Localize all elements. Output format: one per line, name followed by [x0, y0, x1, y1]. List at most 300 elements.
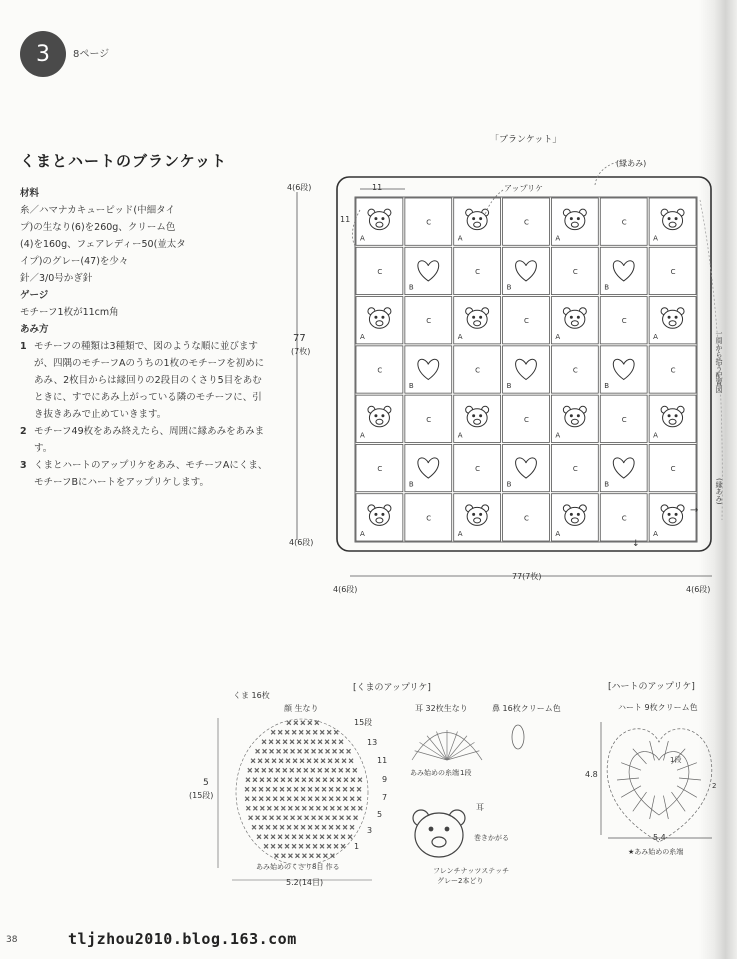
cross-stitch-mark: ×: [263, 842, 270, 851]
heart-count-label: ハート 9枚クリーム色: [618, 703, 698, 712]
cross-stitch-mark: ×: [305, 728, 312, 737]
height-sub-label: (7枚): [291, 347, 311, 356]
cross-stitch-mark: ×: [320, 757, 326, 765]
cross-stitch-mark: ×: [313, 757, 319, 765]
bear-height-sub-label: (15段): [189, 791, 214, 800]
cross-stitch-mark: ×: [267, 766, 274, 775]
cross-stitch-mark: ×: [326, 728, 333, 737]
cross-stitch-mark: ×: [300, 795, 307, 803]
cross-stitch-mark: ×: [293, 785, 299, 794]
motif-letter: A: [555, 530, 561, 538]
cross-stitch-mark: ×: [324, 747, 331, 756]
cross-stitch-mark: ×: [333, 833, 340, 841]
french-knot-color: グレー2本どり: [437, 877, 484, 885]
motif-letter: C: [670, 366, 676, 375]
cross-stitch-mark: ×: [289, 814, 296, 822]
bear-ear-label: 耳 32枚生なり: [415, 704, 468, 713]
cross-stitch-mark: ×: [343, 804, 350, 813]
cross-stitch-mark: ×: [261, 814, 268, 822]
materials-line: イプ)のグレー(47)を少々: [20, 256, 129, 267]
cross-stitch-mark: ×: [273, 852, 280, 860]
bear-row-label: 3: [367, 826, 373, 835]
motif-letter: B: [506, 382, 512, 391]
cross-stitch-mark: ×: [278, 757, 284, 765]
cross-stitch-mark: ×: [335, 795, 342, 803]
cross-stitch-mark: ×: [265, 823, 272, 832]
cross-stitch-mark: ×: [349, 795, 356, 803]
cross-stitch-mark: ×: [356, 785, 362, 794]
motif-letter: A: [653, 332, 658, 341]
motif-width-label: 11: [372, 183, 383, 192]
cross-stitch-mark: ×: [303, 747, 310, 756]
cross-stitch-mark: ×: [342, 795, 349, 803]
materials-line: (4)を160g、フェアレディー50(並太タ: [20, 239, 186, 250]
cross-stitch-mark: ×: [330, 766, 337, 775]
heart-start-note: ★あみ始めの糸端: [628, 848, 684, 856]
cross-stitch-mark: ×: [312, 728, 319, 737]
cross-stitch-mark: ×: [279, 776, 286, 784]
materials-heading: 材料: [20, 188, 40, 199]
cross-stitch-mark: ×: [279, 795, 286, 803]
cross-stitch-mark: ×: [349, 823, 356, 832]
bear-row-label: 1: [354, 842, 360, 851]
cross-stitch-mark: ×: [280, 804, 287, 813]
cross-stitch-mark: ×: [252, 804, 259, 813]
cross-stitch-mark: ×: [356, 776, 363, 784]
cross-stitch-mark: ×: [300, 785, 306, 794]
cross-stitch-mark: ×: [322, 852, 329, 860]
bear-face-chart: [218, 718, 372, 880]
motif-letter: C: [670, 267, 676, 276]
cross-stitch-mark: ×: [357, 804, 364, 813]
cross-stitch-mark: ×: [306, 757, 312, 765]
cross-stitch-mark: ×: [342, 785, 348, 794]
cross-stitch-mark: ×: [328, 776, 335, 784]
cross-stitch-mark: ×: [287, 852, 294, 860]
cross-stitch-mark: ×: [308, 804, 315, 813]
ear-stitch-line: [436, 731, 447, 760]
cross-stitch-mark: ×: [270, 728, 277, 737]
motif-letter: A: [457, 234, 463, 243]
motif-letter: C: [621, 218, 627, 227]
ear-stitch-line: [447, 736, 467, 760]
cross-stitch-mark: ×: [301, 852, 308, 860]
cross-stitch-mark: ×: [338, 814, 345, 822]
heart-stitch-line: [679, 778, 701, 780]
height-label: 77: [293, 333, 306, 344]
cross-stitch-mark: ×: [314, 785, 320, 794]
motif-letter: A: [555, 332, 561, 341]
cross-stitch-mark: ×: [282, 814, 289, 822]
cross-stitch-mark: ×: [282, 738, 288, 746]
cross-stitch-mark: ×: [328, 823, 335, 832]
cross-stitch-mark: ×: [303, 814, 310, 822]
heart-stitch-line: [663, 796, 668, 819]
pattern-title: くまとハートのブランケット: [20, 152, 227, 170]
cross-stitch-mark: ×: [334, 757, 340, 765]
cross-stitch-mark: ×: [317, 747, 324, 756]
start-arrow-down: ↓: [632, 539, 640, 549]
parts-nose-label: 巻きかがる: [474, 834, 509, 842]
heart-stitch-line: [677, 763, 697, 771]
cross-stitch-mark: ×: [344, 766, 351, 775]
bear-assembly-illustration: [413, 810, 465, 857]
blog-watermark: tljzhou2010.blog.163.com: [68, 930, 297, 948]
cross-stitch-mark: ×: [282, 747, 289, 756]
bottom-border-label: 4(6段): [289, 538, 314, 547]
cross-stitch-mark: ×: [274, 766, 281, 775]
cross-stitch-mark: ×: [313, 719, 320, 727]
page-reference: 8ページ: [73, 49, 110, 60]
cross-stitch-mark: ×: [324, 738, 330, 746]
cross-stitch-mark: ×: [284, 842, 291, 851]
cross-stitch-mark: ×: [307, 823, 314, 832]
cross-stitch-mark: ×: [296, 738, 302, 746]
cross-stitch-mark: ×: [279, 823, 286, 832]
heart-stitch-line: [650, 796, 655, 819]
cross-stitch-mark: ×: [285, 719, 292, 727]
cross-stitch-mark: ×: [273, 804, 280, 813]
heart-center-row: 1段: [670, 756, 682, 764]
motif-letter: C: [621, 317, 627, 326]
cross-stitch-mark: ×: [244, 795, 251, 803]
motif-letter: A: [360, 431, 365, 440]
gauge-heading: ゲージ: [20, 290, 49, 301]
cross-stitch-mark: ×: [263, 833, 270, 841]
cross-stitch-mark: ×: [305, 833, 312, 841]
cross-stitch-mark: ×: [349, 776, 356, 784]
cross-stitch-mark: ×: [329, 804, 336, 813]
cross-stitch-mark: ×: [310, 747, 317, 756]
motif-letter: B: [604, 283, 610, 292]
motif-letter: C: [377, 267, 383, 276]
bear-face-label: 顔 生なり: [284, 704, 319, 713]
motif-letter: A: [360, 530, 365, 538]
cross-stitch-mark: ×: [298, 833, 305, 841]
cross-stitch-mark: ×: [264, 757, 270, 765]
motif-grid: [356, 198, 699, 541]
ear-start-note: あみ始めの糸端: [410, 769, 459, 777]
cross-stitch-mark: ×: [316, 766, 323, 775]
cross-stitch-mark: ×: [338, 738, 344, 746]
motif-letter: A: [653, 530, 658, 538]
cross-stitch-mark: ×: [292, 757, 298, 765]
cross-stitch-mark: ×: [293, 823, 300, 832]
cross-stitch-mark: ×: [312, 842, 319, 851]
cross-stitch-mark: ×: [281, 766, 288, 775]
cross-stitch-mark: ×: [271, 757, 277, 765]
method-heading: あみ方: [20, 324, 49, 335]
heart-stitch-line: [663, 741, 668, 760]
motif-letter: B: [408, 480, 414, 489]
motif-letter: C: [475, 465, 481, 474]
heart-width-label: 5.4: [653, 833, 666, 842]
right-note-label: 一周から拾う配置図: [715, 330, 723, 393]
cross-stitch-mark: ×: [287, 804, 294, 813]
motif-letter: C: [621, 514, 627, 523]
cross-stitch-mark: ×: [291, 842, 298, 851]
french-knot-label: フレンチナッツステッチ: [433, 867, 510, 875]
motif-letter: C: [377, 366, 383, 375]
cross-stitch-mark: ×: [308, 852, 315, 860]
cross-stitch-mark: ×: [307, 785, 313, 794]
cross-stitch-mark: ×: [265, 785, 271, 794]
cross-stitch-mark: ×: [302, 766, 309, 775]
cross-stitch-mark: ×: [275, 814, 282, 822]
gauge-text: モチーフ1枚が11cm角: [20, 307, 119, 318]
cross-stitch-mark: ×: [244, 785, 250, 794]
motif-letter: A: [653, 431, 658, 440]
cross-stitch-mark: ×: [319, 842, 326, 851]
cross-stitch-mark: ×: [294, 852, 301, 860]
cross-stitch-mark: ×: [337, 766, 344, 775]
cross-stitch-mark: ×: [268, 738, 274, 746]
cross-stitch-mark: ×: [256, 833, 263, 841]
cross-stitch-mark: ×: [254, 747, 261, 756]
cross-stitch-mark: ×: [295, 766, 302, 775]
motif-letter: C: [377, 465, 383, 474]
cross-stitch-mark: ×: [293, 776, 300, 784]
heart-stitch-line: [633, 749, 647, 764]
motif-letter: C: [524, 317, 529, 326]
motif-letter: A: [555, 234, 561, 243]
cross-stitch-mark: ×: [288, 766, 295, 775]
motif-letter: C: [670, 465, 676, 474]
cross-stitch-mark: ×: [303, 738, 309, 746]
cross-stitch-mark: ×: [335, 785, 341, 794]
cross-stitch-mark: ×: [309, 766, 316, 775]
cross-stitch-mark: ×: [286, 776, 293, 784]
bear-row-label: 7: [382, 793, 388, 802]
ear-stitch-line: [419, 742, 447, 760]
cross-stitch-mark: ×: [258, 785, 264, 794]
edge-stitch-label: (縁あみ): [616, 159, 647, 168]
blanket-section-label: 「ブランケット」: [490, 135, 562, 145]
heart-stitch-line: [617, 778, 639, 780]
motif-letter: A: [360, 332, 365, 341]
motif-letter: B: [506, 480, 512, 489]
cross-stitch-mark: ×: [335, 823, 342, 832]
cross-stitch-mark: ×: [299, 757, 305, 765]
cross-stitch-mark: ×: [298, 842, 305, 851]
cross-stitch-mark: ×: [285, 757, 291, 765]
cross-stitch-mark: ×: [280, 852, 287, 860]
cross-stitch-mark: ×: [300, 823, 307, 832]
heart-stitch-line: [650, 741, 655, 760]
cross-stitch-mark: ×: [258, 776, 265, 784]
cross-stitch-mark: ×: [279, 785, 285, 794]
cross-stitch-mark: ×: [323, 766, 330, 775]
cross-stitch-mark: ×: [251, 823, 258, 832]
cross-stitch-mark: ×: [254, 814, 261, 822]
motif-letter: C: [475, 267, 481, 276]
cross-stitch-mark: ×: [272, 785, 278, 794]
cross-stitch-mark: ×: [253, 766, 260, 775]
cross-stitch-mark: ×: [272, 776, 279, 784]
motif-letter: A: [653, 234, 658, 243]
cross-stitch-mark: ×: [315, 852, 322, 860]
method-step: 3 くまとハートのアップリケをあみ、モチーフAにくま、モチーフBにハートをアップリケします。: [20, 460, 268, 488]
motif-letter: A: [457, 530, 463, 538]
ear-rows-label: 1段: [460, 769, 472, 777]
ear-stitch-line: [427, 736, 447, 760]
cross-stitch-mark: ×: [331, 747, 338, 756]
cross-stitch-mark: ×: [261, 738, 267, 746]
method-step: 1 モチーフの種類は3種類で、図のような順に並びますが、四隅のモチーフAのうちの1枚のモチーフを初めにあみ、2枚目からは縁回りの2段目のくさり5目をあむときに、すでにあみ上がっている隣のモチーフに、引き抜きあみで止めていきます。: [20, 341, 265, 420]
cross-stitch-mark: ×: [270, 842, 277, 851]
cross-stitch-mark: ×: [251, 776, 258, 784]
cross-stitch-mark: ×: [345, 814, 352, 822]
cross-stitch-mark: ×: [321, 823, 328, 832]
edge-leader-line: [595, 160, 625, 185]
cross-stitch-mark: ×: [284, 833, 291, 841]
heart-stitch-line: [671, 749, 685, 764]
cross-stitch-mark: ×: [291, 833, 298, 841]
motif-letter: B: [408, 382, 414, 391]
motif-letter: C: [572, 465, 578, 474]
parts-ear-label: 耳: [476, 803, 484, 812]
heart-stitch-line: [671, 792, 685, 811]
ear-chart: [412, 730, 482, 760]
cross-stitch-mark: ×: [319, 728, 326, 737]
cross-stitch-mark: ×: [296, 747, 303, 756]
cross-stitch-mark: ×: [326, 833, 333, 841]
ear-stitch-line: [447, 742, 475, 760]
cross-stitch-mark: ×: [327, 757, 333, 765]
cross-stitch-mark: ×: [300, 776, 307, 784]
cross-stitch-mark: ×: [251, 795, 258, 803]
cross-stitch-mark: ×: [277, 842, 284, 851]
cross-stitch-mark: ×: [289, 747, 296, 756]
heart-height-label: 4.8: [585, 770, 598, 779]
cross-stitch-mark: ×: [272, 823, 279, 832]
right-bottom-border-label: 4(6段): [686, 585, 711, 594]
cross-stitch-mark: ×: [310, 738, 316, 746]
motif-letter: C: [524, 514, 529, 523]
cross-stitch-mark: ×: [340, 842, 347, 851]
bear-nose-label: 鼻 16枚クリーム色: [492, 704, 561, 713]
cross-stitch-mark: ×: [247, 814, 254, 822]
cross-stitch-mark: ×: [246, 766, 253, 775]
motif-letter: C: [426, 514, 432, 523]
cross-stitch-mark: ×: [272, 795, 279, 803]
cross-stitch-mark: ×: [312, 833, 319, 841]
ear-stitch-line: [447, 751, 479, 760]
cross-stitch-mark: ×: [342, 823, 349, 832]
bear-start-note: あみ始めのくさり8目 作る: [256, 863, 340, 871]
cross-stitch-mark: ×: [265, 795, 272, 803]
cross-stitch-mark: ×: [307, 795, 314, 803]
motif-letter: C: [621, 415, 627, 424]
cross-stitch-mark: ×: [349, 785, 355, 794]
cross-stitch-mark: ×: [314, 795, 321, 803]
pattern-number-badge: 3: [20, 31, 66, 77]
cross-stitch-mark: ×: [306, 719, 313, 727]
bear-row-label: 13: [367, 738, 378, 747]
motif-letter: C: [572, 366, 578, 375]
cross-stitch-mark: ×: [321, 785, 327, 794]
cross-stitch-mark: ×: [314, 776, 321, 784]
bear-count-label: くま 16枚: [233, 691, 270, 700]
heart-chart: [601, 722, 712, 842]
cross-stitch-mark: ×: [336, 804, 343, 813]
cross-stitch-mark: ×: [265, 776, 272, 784]
cross-stitch-mark: ×: [310, 814, 317, 822]
materials-line: プ)の生なり(6)を260g、クリーム色: [20, 222, 176, 233]
cross-stitch-mark: ×: [286, 823, 293, 832]
bear-row-label: 5: [377, 810, 383, 819]
cross-stitch-mark: ×: [333, 842, 340, 851]
bear-row-label: 15段: [354, 718, 373, 727]
cross-stitch-mark: ×: [260, 766, 267, 775]
cross-stitch-mark: ×: [351, 766, 358, 775]
cross-stitch-mark: ×: [275, 747, 282, 756]
cross-stitch-mark: ×: [286, 785, 292, 794]
cross-stitch-mark: ×: [345, 747, 352, 756]
cross-stitch-mark: ×: [259, 804, 266, 813]
cross-stitch-mark: ×: [268, 814, 275, 822]
cross-stitch-mark: ×: [307, 776, 314, 784]
bear-width-label: 5.2(14目): [286, 878, 324, 887]
method-step: 2 モチーフ49枚をあみ終えたら、周囲に縁あみをあみます。: [20, 426, 265, 454]
cross-stitch-mark: ×: [350, 804, 357, 813]
heart-stitch-line: [621, 763, 641, 771]
cross-stitch-mark: ×: [293, 795, 300, 803]
cross-stitch-mark: ×: [314, 823, 321, 832]
cross-stitch-mark: ×: [299, 719, 306, 727]
cross-stitch-mark: ×: [322, 804, 329, 813]
cross-stitch-mark: ×: [244, 776, 251, 784]
motif-letter: A: [457, 431, 463, 440]
motif-letter: C: [426, 218, 432, 227]
bear-section-label: [くまのアップリケ]: [353, 683, 431, 693]
motif-letter: C: [426, 415, 432, 424]
motif-letter: A: [457, 332, 463, 341]
ear-stitch-line: [447, 731, 458, 760]
cross-stitch-mark: ×: [305, 842, 312, 851]
page-number: 38: [6, 935, 18, 945]
motif-letter: B: [408, 283, 414, 292]
applique-label: アップリケ: [504, 184, 543, 193]
cross-stitch-mark: ×: [352, 814, 359, 822]
motif-letter: C: [426, 317, 432, 326]
cross-stitch-mark: ×: [245, 804, 252, 813]
cross-stitch-mark: ×: [315, 804, 322, 813]
cross-stitch-mark: ×: [291, 728, 298, 737]
heart-section-label: [ハートのアップリケ]: [608, 682, 695, 692]
start-arrow-right: →: [690, 505, 699, 516]
cross-stitch-mark: ×: [270, 833, 277, 841]
cross-stitch-mark: ×: [301, 804, 308, 813]
cross-stitch-mark: ×: [286, 795, 293, 803]
cross-stitch-mark: ×: [347, 833, 354, 841]
cross-stitch-mark: ×: [342, 776, 349, 784]
motif-letter: B: [604, 382, 610, 391]
motif-letter: C: [524, 218, 529, 227]
cross-stitch-mark: ×: [292, 719, 299, 727]
cross-stitch-mark: ×: [250, 757, 256, 765]
cross-stitch-mark: ×: [331, 738, 337, 746]
motif-letter: C: [524, 415, 529, 424]
cross-stitch-mark: ×: [257, 757, 263, 765]
ear-stitch-line: [415, 751, 447, 760]
cross-stitch-mark: ×: [251, 785, 257, 794]
cross-stitch-mark: ×: [348, 757, 354, 765]
cross-stitch-mark: ×: [333, 728, 340, 737]
cross-stitch-mark: ×: [326, 842, 333, 851]
cross-stitch-mark: ×: [338, 747, 345, 756]
materials-line: 針／3/0号かぎ針: [20, 273, 93, 284]
